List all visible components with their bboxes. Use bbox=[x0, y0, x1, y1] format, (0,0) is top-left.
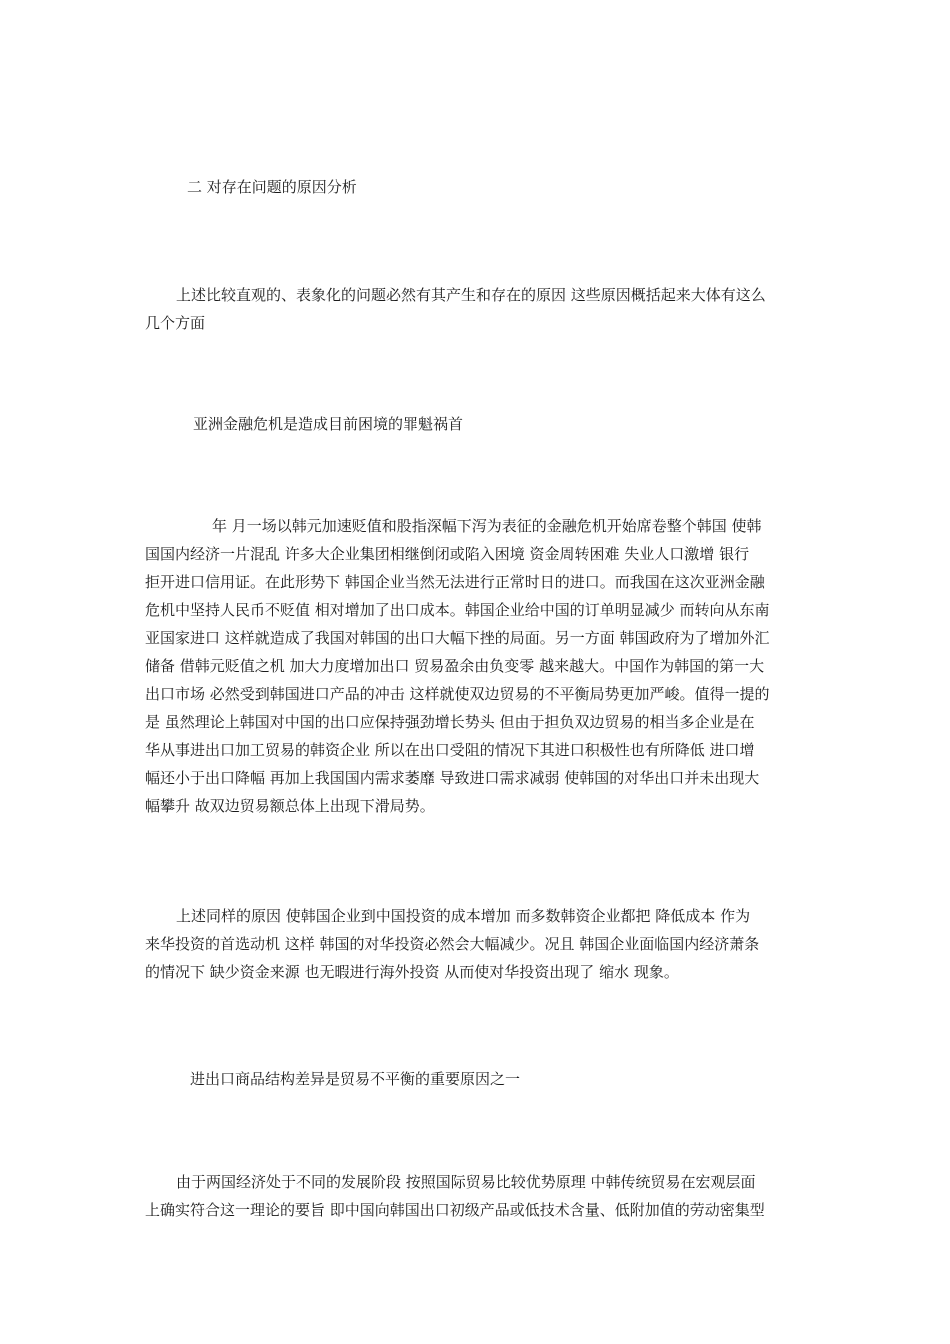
paragraph-line: 华从事进出口加工贸易的韩资企业 所以在出口受阻的情况下其进口积极性也有所降低 进口增 bbox=[145, 741, 755, 759]
paragraph-line: 由于两国经济处于不同的发展阶段 按照国际贸易比较优势原理 中韩传统贸易在宏观层面 bbox=[176, 1173, 756, 1191]
paragraph-line: 来华投资的首选动机 这样 韩国的对华投资必然会大幅减少。况且 韩国企业面临国内经济萧条 bbox=[145, 935, 760, 953]
paragraph-line: 幅攀升 故双边贸易额总体上出现下滑局势。 bbox=[145, 797, 435, 815]
paragraph-line: 危机中坚持人民币不贬值 相对增加了出口成本。韩国企业给中国的订单明显减少 而转向从东南 bbox=[145, 601, 770, 619]
paragraph-line: 的情况下 缺少资金来源 也无暇进行海外投资 从而使对华投资出现了 缩水 现象。 bbox=[145, 963, 679, 981]
subheading-trade-structure: 进出口商品结构差异是贸易不平衡的重要原因之一 bbox=[190, 1070, 521, 1088]
paragraph-line: 国国内经济一片混乱 许多大企业集团相继倒闭或陷入困境 资金周转困难 失业人口激增 银行 bbox=[145, 545, 750, 563]
paragraph-line: 上确实符合这一理论的要旨 即中国向韩国出口初级产品或低技术含量、低附加值的劳动密集型 bbox=[145, 1201, 765, 1219]
paragraph-line: 出口市场 必然受到韩国进口产品的冲击 这样就使双边贸易的不平衡局势更加严峻。值得一提的 bbox=[145, 685, 770, 703]
paragraph-line: 上述比较直观的、表象化的问题必然有其产生和存在的原因 这些原因概括起来大体有这么 bbox=[176, 286, 766, 304]
paragraph-line: 年 月一场以韩元加速贬值和股指深幅下泻为表征的金融危机开始席卷整个韩国 使韩 bbox=[212, 517, 762, 535]
paragraph-line: 幅还小于出口降幅 再加上我国国内需求萎靡 导致进口需求减弱 使韩国的对华出口并未出现大 bbox=[145, 769, 760, 787]
paragraph-line: 几个方面 bbox=[145, 314, 206, 332]
paragraph-line: 储备 借韩元贬值之机 加大力度增加出口 贸易盈余由负变零 越来越大。中国作为韩国的第一大 bbox=[145, 657, 765, 675]
paragraph-line: 上述同样的原因 使韩国企业到中国投资的成本增加 而多数韩资企业都把 降低成本 作为 bbox=[176, 907, 751, 925]
paragraph-line: 拒开进口信用证。在此形势下 韩国企业当然无法进行正常时日的进口。而我国在这次亚洲金融 bbox=[145, 573, 765, 591]
subheading-financial-crisis: 亚洲金融危机是造成目前困境的罪魁祸首 bbox=[193, 415, 464, 433]
paragraph-line: 亚国家进口 这样就造成了我国对韩国的出口大幅下挫的局面。另一方面 韩国政府为了增加外汇 bbox=[145, 629, 770, 647]
section-heading: 二 对存在问题的原因分析 bbox=[187, 178, 357, 196]
paragraph-line: 是 虽然理论上韩国对中国的出口应保持强劲增长势头 但由于担负双边贸易的相当多企业是在 bbox=[145, 713, 755, 731]
